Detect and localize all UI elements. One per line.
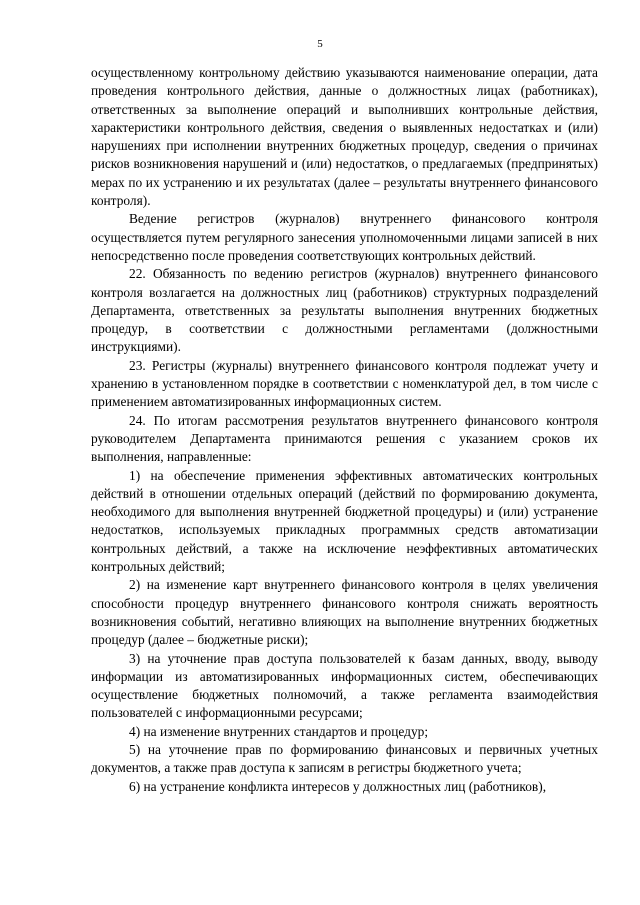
list-item-6: 6) на устранение конфликта интересов у должностных лиц (работников),: [129, 778, 547, 794]
list-item-1: 1) на обеспечение применения эффективных автоматических контрольных действий в отношении отдельных операций (действий по формированию документа, необходимого для выполнения внутренней бюджетной процедуры) и (или) устранение недостатков, используемых прикладных программных средств автоматизации контрольных действий, а также на исключение неэффективных автоматических контрольных действий;: [91, 467, 598, 575]
paragraph-22: 22. Обязанность по ведению регистров (журналов) внутреннего финансового контроля возлагается на должностных лиц (работников) структурных подразделений Департамента, ответственных за результаты выполнения внутренних бюджетных процедур, в соответствии с должностными регламентами (должностными инструкциями).: [91, 266, 598, 355]
paragraph-registry-maintenance: Ведение регистров (журналов) внутреннего финансового контроля осуществляется путем регулярного занесения уполномоченными лицами записей в них непосредственно после проведения соответствующих контрольных действий.: [91, 211, 598, 263]
paragraph-24: 24. По итогам рассмотрения результатов внутреннего финансового контроля руководителем Департамента принимаются решения с указанием сроков их выполнения, направленные:: [91, 412, 598, 465]
list-item-3: 3) на уточнение прав доступа пользователей к базам данных, вводу, выводу информации из автоматизированных информационных систем, обеспечивающих осуществление бюджетных полномочий, а также регламента взаимодействия пользователей с информационными ресурсами;: [91, 650, 598, 721]
paragraph-continuation: осуществленному контрольному действию указываются наименование операции, дата проведения контрольного действия, данные о должностных лицах (работниках), ответственных за выполнение операций и выполнивших контрольные действия, характеристики контрольного действия, сведения о выявленных недостатках и (или) нарушениях при исполнении внутренних бюджетных процедур, сведения о причинах рисков возникновения нарушений и (или) недостатков, о предлагаемых (предпринятых) мерах по их устранению и их результатах (далее – результаты внутреннего финансового контроля).: [91, 65, 598, 209]
page-number: 5: [317, 38, 323, 50]
paragraph-23: 23. Регистры (журналы) внутреннего финансового контроля подлежат учету и хранению в установленном порядке в соответствии с номенклатурой дел, в том числе с применением автоматизированных информационных систем.: [91, 357, 598, 410]
list-item-2: 2) на изменение карт внутреннего финансового контроля в целях увеличения способности процедур внутреннего финансового контроля снижать вероятность возникновения событий, негативно влияющих на выполнение внутренних бюджетных процедур (далее – бюджетные риски);: [91, 577, 598, 648]
list-item-5: 5) на уточнение прав по формированию финансовых и первичных учетных документов, а также прав доступа к записям в регистры бюджетного учета;: [91, 741, 598, 776]
document-body: [91, 64, 598, 796]
list-item-4: 4) на изменение внутренних стандартов и процедур;: [129, 723, 429, 739]
